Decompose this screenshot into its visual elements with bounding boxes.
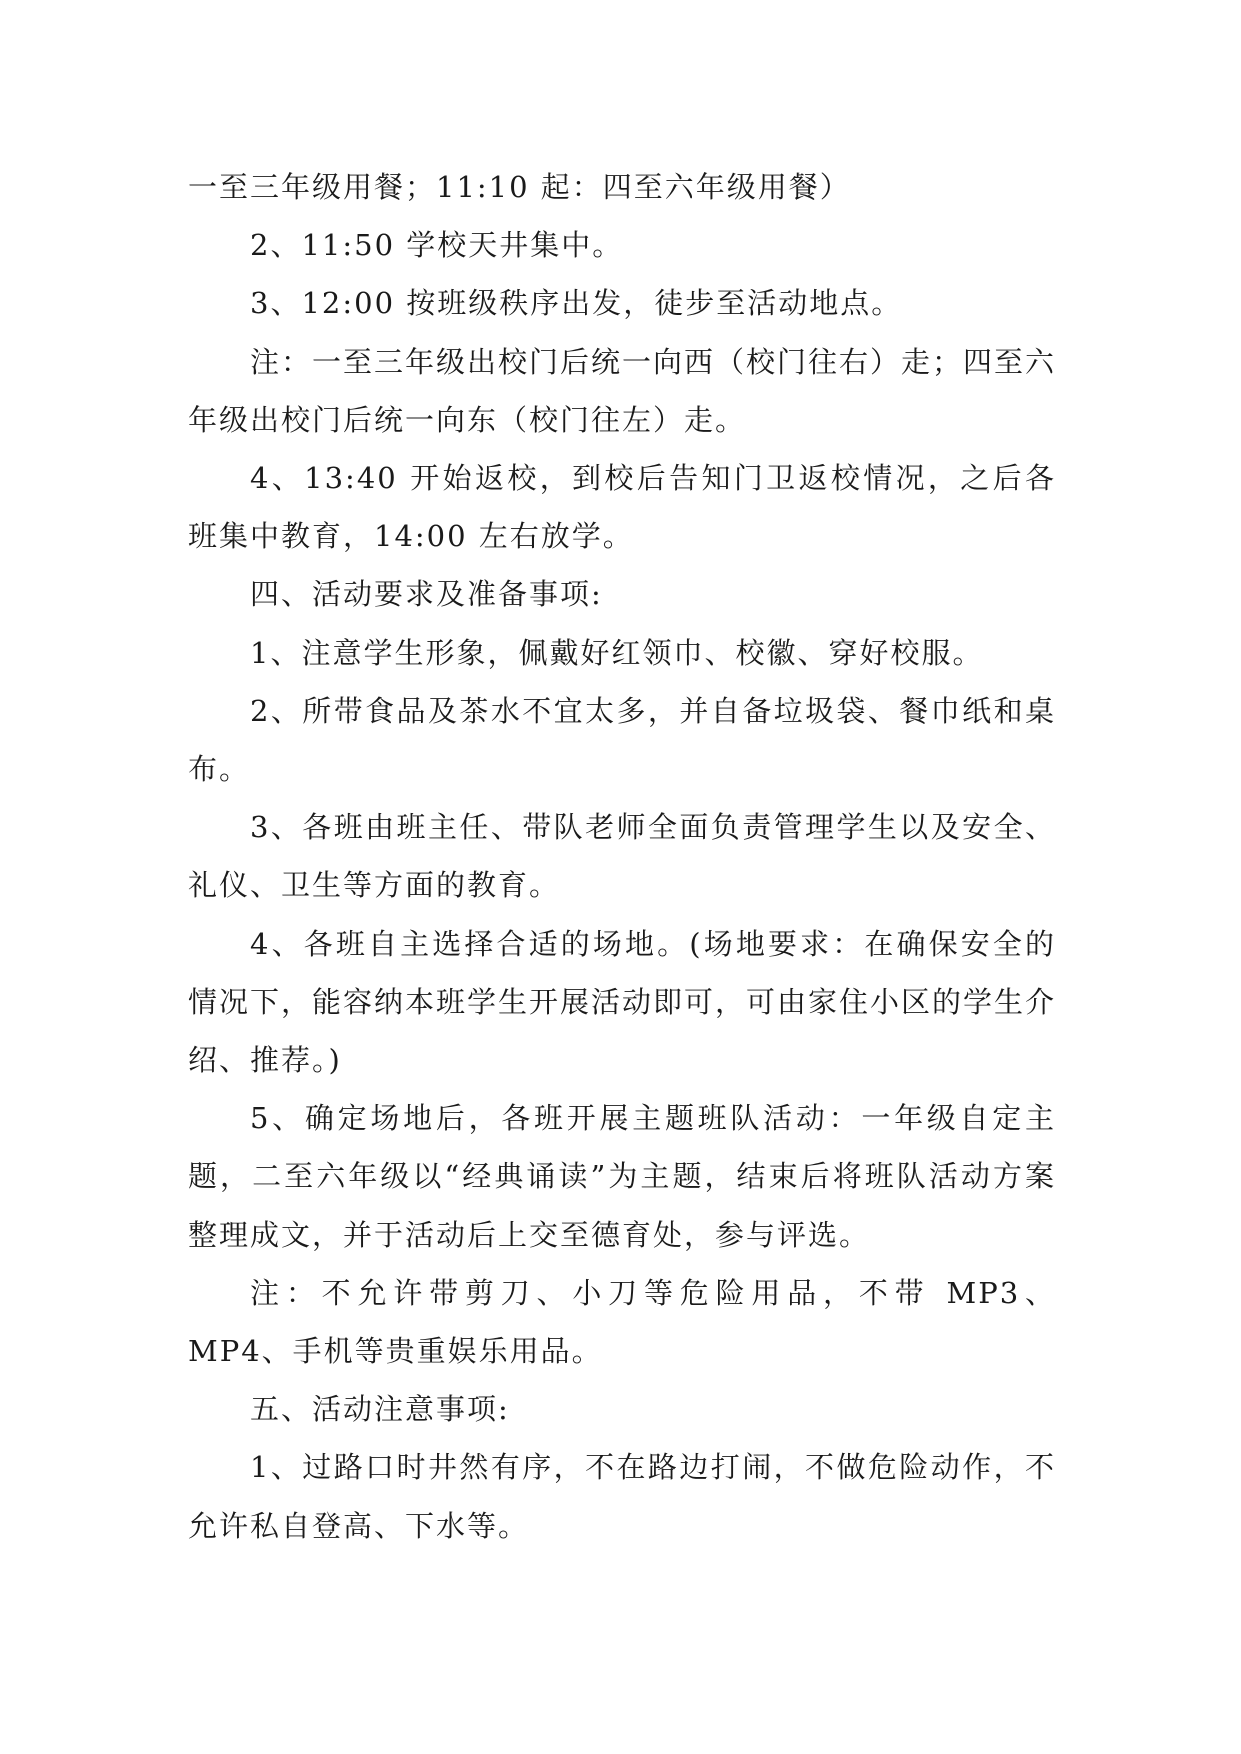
paragraph-gather: 2、11:50 学校天井集中。 [250,228,624,263]
paragraph-prohibited-items: 注：不允许带剪刀、小刀等危险用品，不带 MP3、MP4、手机等贵重娱乐用品。 [188,1275,1056,1369]
paragraph-depart: 3、12:00 按班级秩序出发，徒步至活动地点。 [250,286,903,321]
paragraph-food: 2、所带食品及茶水不宜太多，并自备垃圾袋、餐巾纸和桌布。 [188,693,1056,787]
paragraph-image: 1、注意学生形象，佩戴好红领巾、校徽、穿好校服。 [250,635,984,670]
document-body [188,158,1056,1555]
paragraph-management: 3、各班由班主任、带队老师全面负责管理学生以及安全、礼仪、卫生等方面的教育。 [188,810,1056,903]
section-heading-requirements: 四、活动要求及准备事项: [250,577,603,612]
paragraph-return: 4、13:40 开始返校，到校后告知门卫返校情况，之后各班集中教育，14:00 左右放学。 [188,461,1056,554]
section-heading-precautions: 五、活动注意事项: [250,1392,510,1427]
paragraph-lunch-schedule: 一至三年级用餐；11:10 起：四至六年级用餐） [188,170,851,204]
paragraph-route-note: 注：一至三年级出校门后统一向西（校门往右）走；四至六年级出校门后统一向东（校门往左）走。 [188,344,1057,437]
paragraph-road-safety: 1、过路口时井然有序，不在路边打闹，不做危险动作，不允许私自登高、下水等。 [188,1450,1056,1543]
paragraph-theme-activity: 5、确定场地后，各班开展主题班队活动：一年级自定主题，二至六年级以“经典诵读”为主题，结束后将班队活动方案整理成文，并于活动后上交至德育处，参与评选。 [188,1101,1056,1252]
paragraph-venue: 4、各班自主选择合适的场地。(场地要求：在确保安全的情况下，能容纳本班学生开展活动即可，可由家住小区的学生介绍、推荐。) [188,926,1057,1078]
